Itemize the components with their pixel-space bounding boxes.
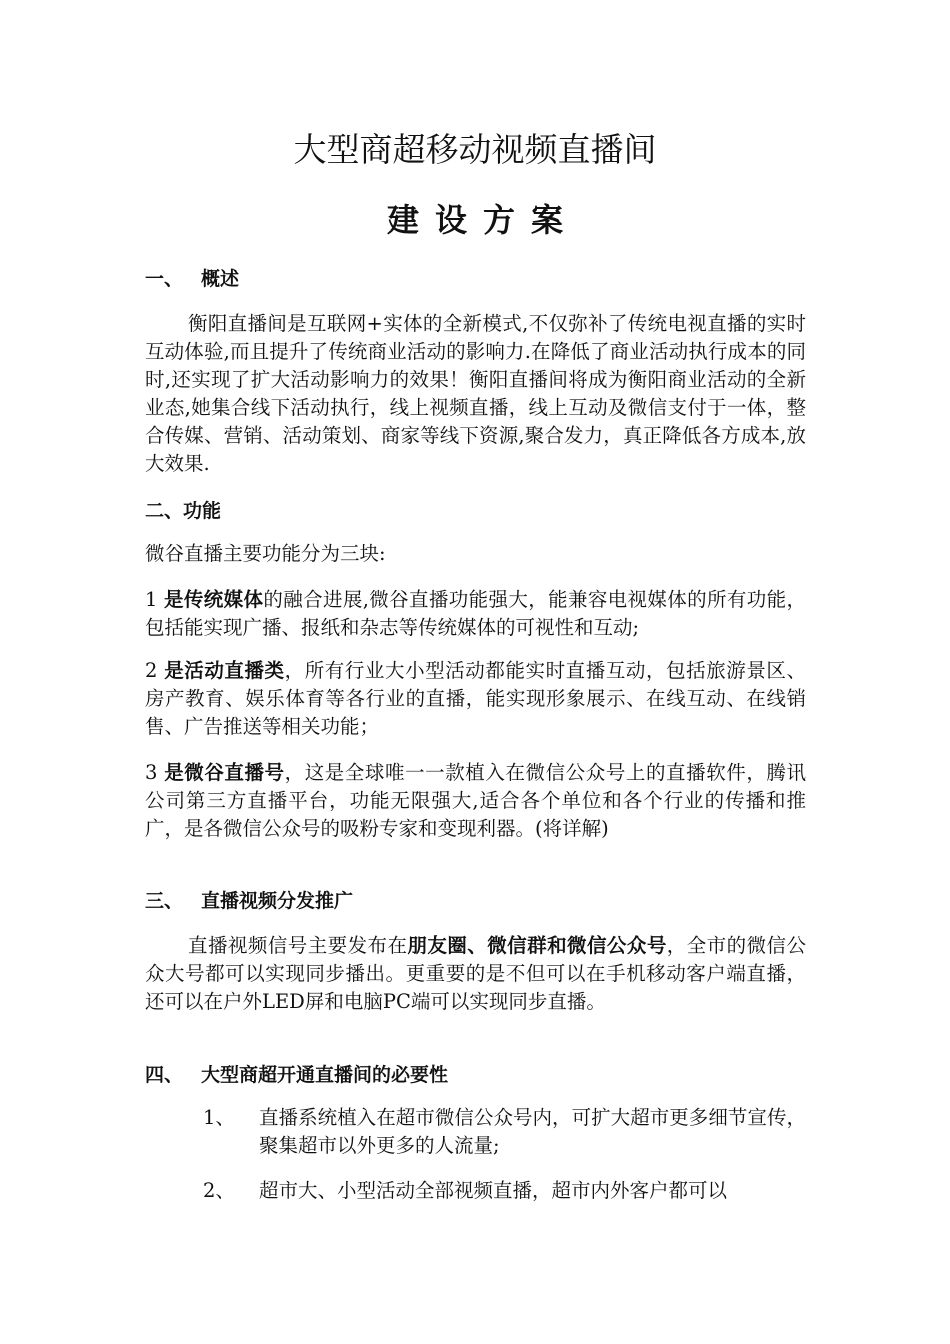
feature-item-text: ，所有行业大小型活动都能实时直播互动，包括旅游景区、房产教育、娱乐体育等各行业的直播，能实现形象展示、在线互动、在线销售、广告推送等相关功能； — [145, 659, 806, 738]
paragraph-text: ，全市的微信公众大号都可以实现同步播出。更重要的是不但可以在手机移动客户端直播，还可以在户外LED屏和电脑PC端可以实现同步直播。 — [145, 934, 806, 1013]
paragraph-bold-text: 朋友圈、微信群和微信公众号 — [407, 934, 667, 957]
section-heading-distribution — [145, 887, 825, 915]
section-number: 四、 — [145, 1064, 184, 1086]
section-number: 一、 — [145, 268, 184, 290]
section-paragraph-distribution — [145, 932, 806, 1016]
necessity-item-1 — [203, 1104, 806, 1160]
section-number: 三、 — [145, 890, 184, 912]
section-title: 概述 — [201, 268, 240, 290]
feature-item-text: ，这是全球唯一一款植入在微信公众号上的直播软件，腾讯公司第三方直播平台，功能无限强大,适合各个单位和各个行业的传播和推广，是各微信公众号的吸粉专家和变现利器。(将详解) — [145, 761, 806, 840]
list-item-text: 超市大、小型活动全部视频直播，超市内外客户都可以 — [259, 1179, 728, 1202]
document-title: 大型商超移动视频直播间 — [293, 130, 657, 169]
section-heading-necessity — [145, 1061, 825, 1089]
section-heading-overview — [145, 265, 825, 293]
feature-item-number: 3 — [145, 761, 165, 784]
feature-item-1 — [145, 586, 806, 642]
section-title: 直播视频分发推广 — [201, 890, 354, 912]
feature-item-number: 2 — [145, 659, 165, 682]
document-subtitle: 建设方案 — [386, 201, 579, 239]
list-item-number: 2、 — [203, 1179, 235, 1202]
feature-item-3 — [145, 759, 806, 843]
feature-item-bold: 是微谷直播号 — [164, 761, 285, 784]
section-heading-features: 二、功能 — [145, 500, 222, 522]
feature-item-bold: 是活动直播类 — [164, 659, 285, 682]
feature-item-2 — [145, 657, 806, 741]
list-item-text: 直播系统植入在超市微信公众号内，可扩大超市更多细节宣传，聚集超市以外更多的人流量; — [259, 1106, 806, 1157]
list-item-number: 1、 — [203, 1106, 235, 1129]
feature-item-number: 1 — [145, 588, 164, 611]
necessity-item-2 — [203, 1177, 806, 1205]
section-paragraph-overview: 衡阳直播间是互联网+实体的全新模式,不仅弥补了传统电视直播的实时互动体验,而且提升了传统商业活动的影响力.在降低了商业活动执行成本的同时,还实现了扩大活动影响力的效果！衡阳直播间将成为衡阳商业活动的全新业态,她集合线下活动执行，线上视频直播，线上互动及微信支付于一体，整合传媒、营销、活动策划、商家等线下资源,聚合发力，真正降低各方成本,放大效果. — [145, 312, 806, 475]
features-intro: 微谷直播主要功能分为三块: — [145, 542, 386, 565]
feature-item-bold: 是传统媒体 — [163, 588, 264, 611]
paragraph-text: 直播视频信号主要发布在 — [188, 934, 408, 957]
feature-item-text: 的融合进展,微谷直播功能强大，能兼容电视媒体的所有功能，包括能实现广播、报纸和杂志等传统媒体的可视性和互动; — [145, 588, 807, 639]
section-title: 大型商超开通直播间的必要性 — [201, 1064, 449, 1086]
